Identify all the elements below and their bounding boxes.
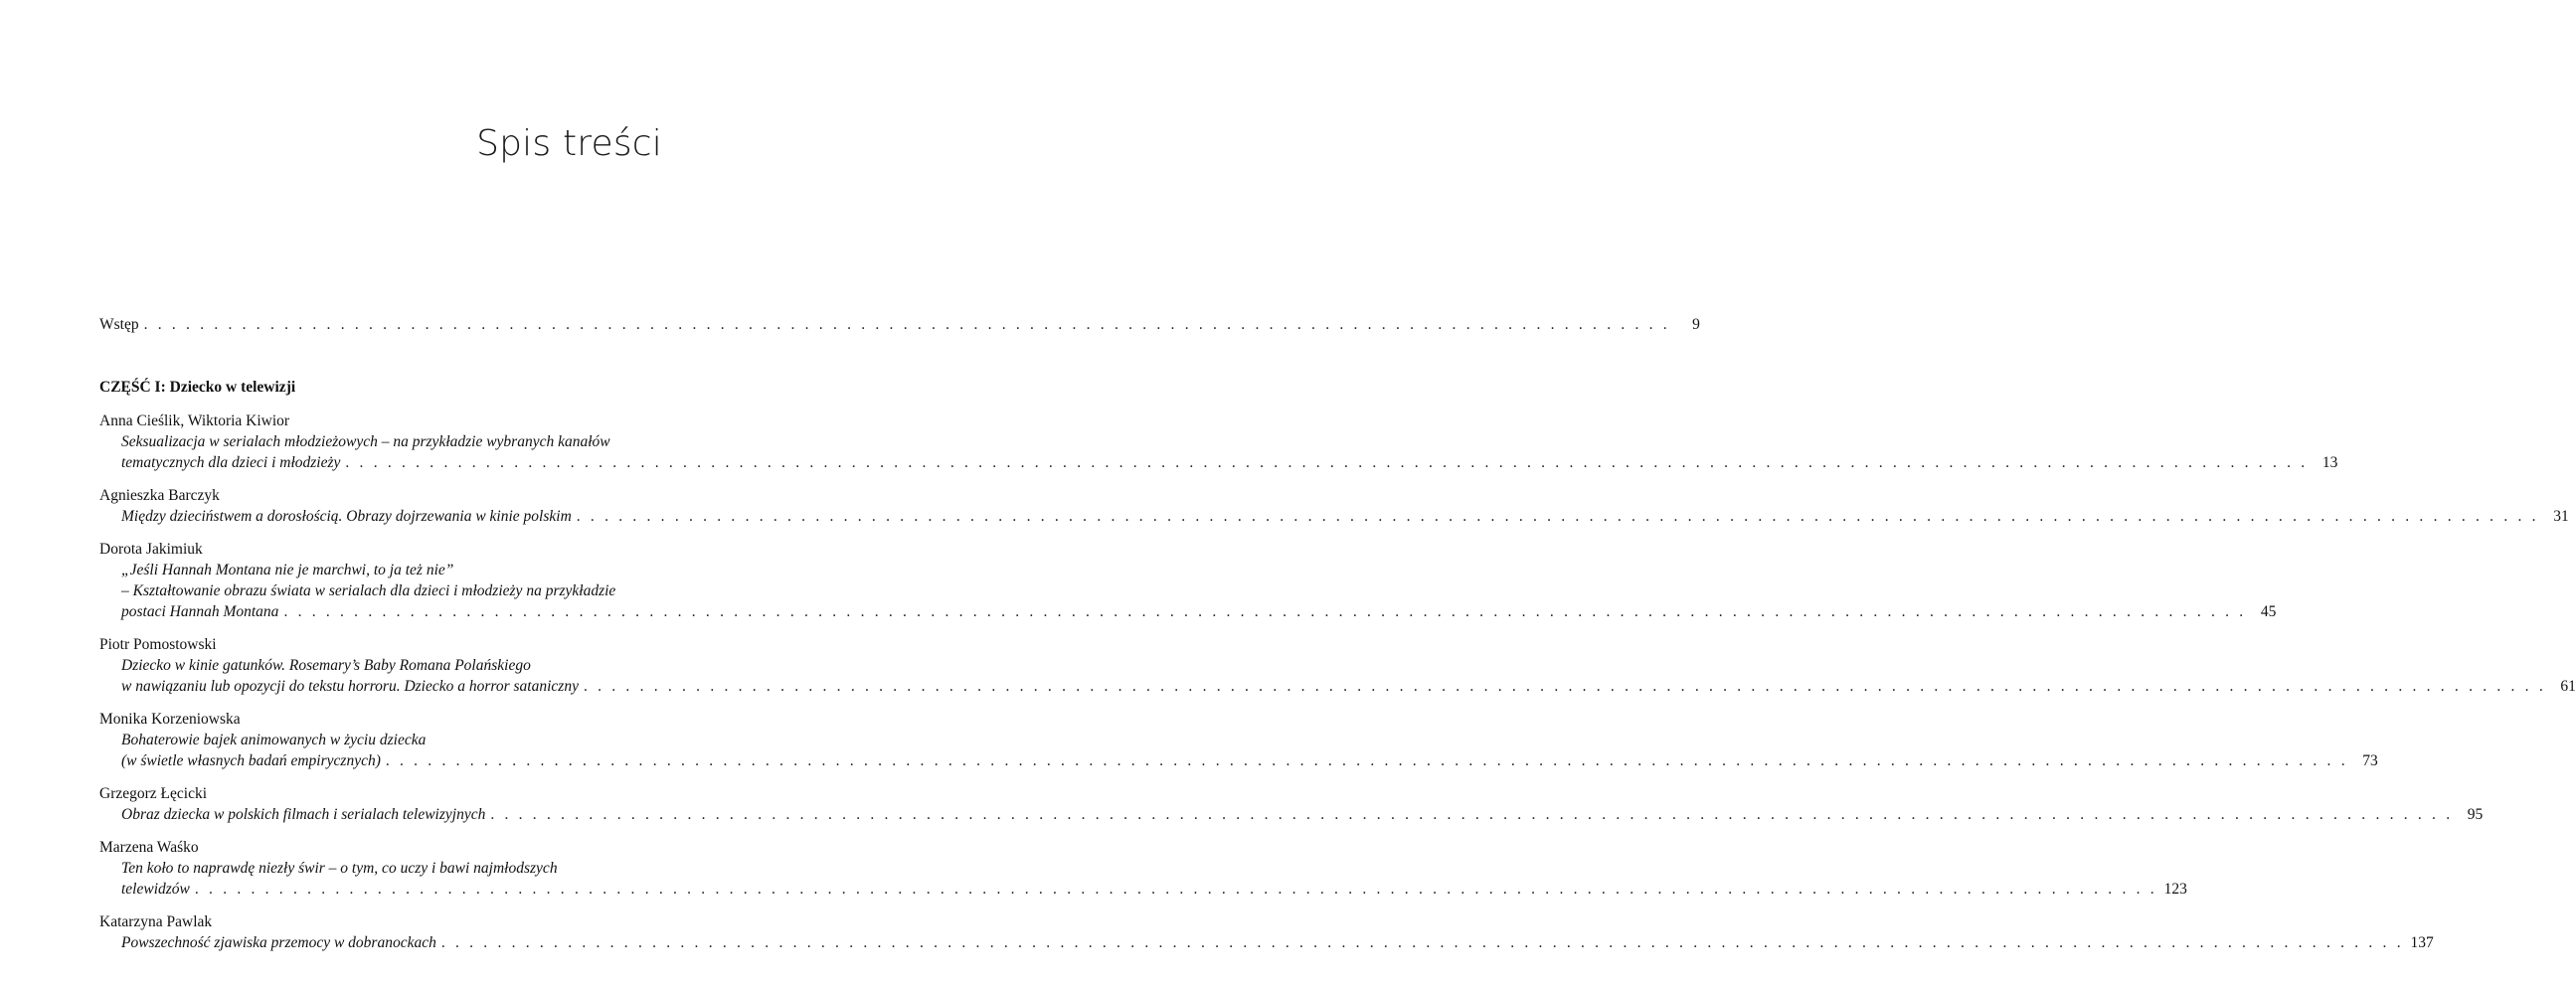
toc-entry[interactable] <box>99 539 2277 622</box>
toc-entry-title <box>99 932 2434 953</box>
toc-entry-title <box>99 730 2378 771</box>
table-of-contents <box>99 314 2576 965</box>
leader-dots: . . . . . . . . . . . . . . . . . . . . . . . . . . . . . . . . . . . . . . . . . . . . . . . . . . . . . . . . . . . . . . . . . . . . . . . . . . . . . . . . . . . . . . . . . . . . . . . . . . . . . . . . . . . . . . . . . . . . . . . . . . . . . . . . . . . . . . . . . . . . <box>283 603 2247 620</box>
toc-entry-title-line: tematycznych dla dzieci i młodzieży <box>121 454 341 471</box>
toc-entries <box>99 411 2576 953</box>
toc-entry-title <box>99 431 2338 473</box>
toc-entry[interactable] <box>99 911 2434 953</box>
toc-entry-title <box>99 858 2187 900</box>
leader-dots: . . . . . . . . . . . . . . . . . . . . . . . . . . . . . . . . . . . . . . . . . . . . . . . . . . . . . . . . . . . . . . . . . . . . . . . . . . . . . . . . . . . . . . . . . . . . . . . . . . . . . . . . . . . . . . . . . . . . . . . . . . . . . . . . . . . . . . . . . . . . <box>583 678 2546 695</box>
leader-dots: . . . . . . . . . . . . . . . . . . . . . . . . . . . . . . . . . . . . . . . . . . . . . . . . . . . . . . . . . . . . . . . . . . . . . . . . . . . . . . . . . . . . . . . . . . . . . . . . . . . . . . . . . . . . . . . . . . . . . . . . . . . . . . . . . . . . . . . . . . . . <box>576 508 2539 525</box>
toc-entry-last-line <box>121 932 2434 953</box>
toc-entry-author: Dorota Jakimiuk <box>99 541 203 558</box>
toc-entry-title-line: telewidzów <box>121 881 190 898</box>
toc-entry-last-line <box>121 601 2277 622</box>
toc-entry[interactable] <box>99 709 2378 771</box>
toc-entry[interactable] <box>99 634 2576 697</box>
leader-dots: . . . . . . . . . . . . . . . . . . . . . . . . . . . . . . . . . . . . . . . . . . . . . . . . . . . . . . . . . . . . . . . . . . . . . . . . . . . . . . . . . . . . . . . . . . . . . . . . . . . . . . . . . . . . . . . . . . . . . . . . . . . . . . . . . . . . . . . . . . . . <box>194 881 2157 898</box>
toc-entry-last-line <box>121 452 2338 473</box>
toc-entry-last-line <box>121 879 2187 900</box>
toc-entry[interactable] <box>99 411 2338 473</box>
toc-entry[interactable] <box>99 485 2569 527</box>
toc-intro-line[interactable] <box>99 314 1700 335</box>
toc-entry-author: Grzegorz Łęcicki <box>99 785 208 802</box>
page-number: 9 <box>1692 316 1700 333</box>
toc-entry-title-line: (w świetle własnych badań empirycznych) <box>121 752 381 769</box>
page-number: 13 <box>2321 454 2338 471</box>
leader-dots: . . . . . . . . . . . . . . . . . . . . . . . . . . . . . . . . . . . . . . . . . . . . . . . . . . . . . . . . . . . . . . . . . . . . . . . . . . . . . . . . . . . . . . . . . . . . . . . . . . . . . . . . . . . . . . . . . . . . . . . . . . . . . . . . . . . . . . . . . . . . <box>385 752 2348 769</box>
toc-entry-author: Marzena Waśko <box>99 839 199 856</box>
page-number: 31 <box>2553 508 2569 525</box>
toc-intro-label: Wstęp <box>99 316 139 333</box>
toc-entry-author: Agnieszka Barczyk <box>99 487 220 504</box>
page-number: 95 <box>2467 806 2484 823</box>
leader-dots: . . . . . . . . . . . . . . . . . . . . . . . . . . . . . . . . . . . . . . . . . . . . . . . . . . . . . . . . . . . . . . . . . . . . . . . . . . . . . . . . . . . . . . . . . . . . . . . . . . . . . . . . . . . . . . . . . . . . . . . . . . . . . . . . . . . . . . . . . . . . <box>440 934 2404 951</box>
toc-entry-title <box>99 506 2569 527</box>
toc-entry-last-line <box>121 804 2484 825</box>
toc-entry[interactable] <box>99 783 2484 825</box>
toc-entry-title <box>99 560 2277 622</box>
toc-entry-title-line: Obraz dziecka w polskich filmach i serialach telewizyjnych <box>121 806 486 823</box>
toc-entry-title-line: Ten koło to naprawdę niezły świr – o tym, co uczy i bawi najmłodszych <box>121 860 558 877</box>
leader-dots: . . . . . . . . . . . . . . . . . . . . . . . . . . . . . . . . . . . . . . . . . . . . . . . . . . . . . . . . . . . . . . . . . . . . . . . . . . . . . . . . . . . . . . . . . . . . . . . . . . . . . . . . . . . . . <box>143 316 1670 333</box>
toc-entry-title-line: Bohaterowie bajek animowanych w życiu dziecka <box>121 732 427 748</box>
toc-entry-title-line: postaci Hannah Montana <box>121 603 279 620</box>
toc-entry-last-line <box>121 506 2569 527</box>
leader-dots: . . . . . . . . . . . . . . . . . . . . . . . . . . . . . . . . . . . . . . . . . . . . . . . . . . . . . . . . . . . . . . . . . . . . . . . . . . . . . . . . . . . . . . . . . . . . . . . . . . . . . . . . . . . . . . . . . . . . . . . . . . . . . . . . . . . . . . . . . . . . <box>490 806 2454 823</box>
toc-entry-title-line: Między dzieciństwem a dorosłością. Obrazy dojrzewania w kinie polskim <box>121 508 572 525</box>
page-number: 45 <box>2260 603 2277 620</box>
toc-entry-title <box>99 804 2484 825</box>
toc-entry-title <box>99 655 2576 697</box>
toc-entry-title-line: „Jeśli Hannah Montana nie je marchwi, to ja też nie” <box>121 562 454 578</box>
page-number: 123 <box>2163 881 2187 898</box>
toc-entry[interactable] <box>99 837 2187 900</box>
toc-entry-author: Monika Korzeniowska <box>99 711 241 728</box>
part-heading: CZĘŚĆ I: Dziecko w telewizji <box>99 379 296 396</box>
page-title: Spis treści <box>476 123 662 164</box>
toc-entry-title-line: – Kształtowanie obrazu świata w serialach dla dzieci i młodzieży na przykładzie <box>121 582 616 599</box>
toc-entry-title-line: Dziecko w kinie gatunków. Rosemary’s Baby Romana Polańskiego <box>121 657 531 674</box>
toc-entry-title-line: Powszechność zjawiska przemocy w dobranockach <box>121 934 436 951</box>
toc-entry-title-line: w nawiązaniu lub opozycji do tekstu horroru. Dziecko a horror sataniczny <box>121 678 579 695</box>
leader-dots: . . . . . . . . . . . . . . . . . . . . . . . . . . . . . . . . . . . . . . . . . . . . . . . . . . . . . . . . . . . . . . . . . . . . . . . . . . . . . . . . . . . . . . . . . . . . . . . . . . . . . . . . . . . . . . . . . . . . . . . . . . . . . . . . . . . . . . . . . . . . <box>345 454 2309 471</box>
toc-entry-author: Piotr Pomostowski <box>99 636 217 653</box>
page-number: 61 <box>2560 678 2576 695</box>
page-number: 137 <box>2410 934 2434 951</box>
toc-entry-author: Katarzyna Pawlak <box>99 913 213 930</box>
page-number: 73 <box>2362 752 2378 769</box>
toc-entry-last-line <box>121 750 2378 771</box>
toc-entry-last-line <box>121 676 2576 697</box>
toc-entry-author: Anna Cieślik, Wiktoria Kiwior <box>99 412 290 429</box>
toc-entry-title-line: Seksualizacja w serialach młodzieżowych – na przykładzie wybranych kanałów <box>121 433 610 450</box>
